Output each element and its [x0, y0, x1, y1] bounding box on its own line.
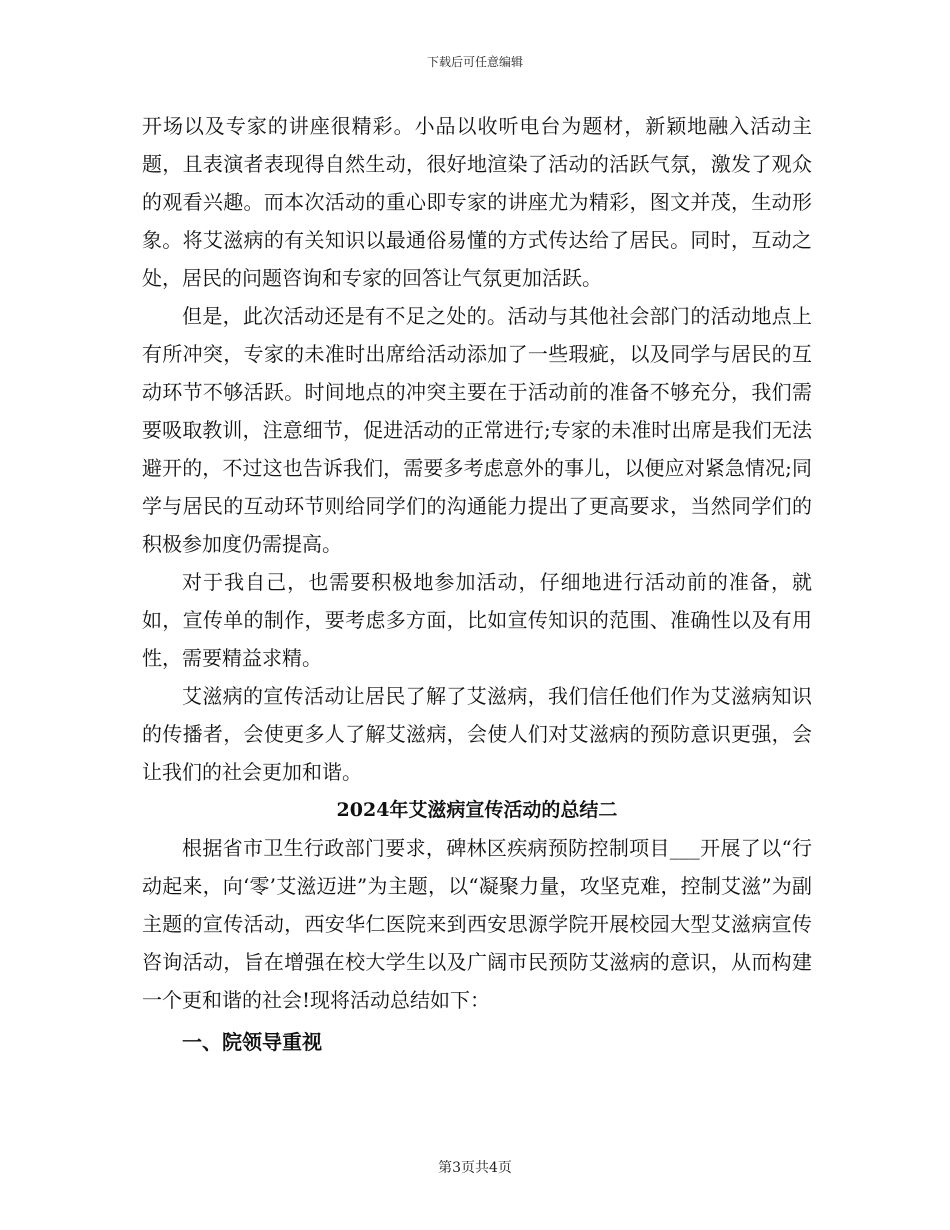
paragraph-2: 但是，此次活动还是有不足之处的。活动与其他社会部门的活动地点上有所冲突，专家的未准时出席给活动添加了一些瑕疵，以及同学与居民的互动环节不够活跃。时间地点的冲突主要在于活动前的准备不够充分，我们需要吸取教训，注意细节，促进活动的正常进行;专家的未准时出席是我们无法避开的，不过这也告诉我们，需要多考虑意外的事儿，以便应对紧急情况;同学与居民的互动环节则给同学们的沟通能力提出了更高要求，当然同学们的积极参加度仍需提高。: [142, 304, 812, 556]
subheading: 一、院领导重视: [182, 1030, 322, 1054]
paragraph-3: 对于我自己，也需要积极地参加活动，仔细地进行活动前的准备，就如，宣传单的制作，要考虑多方面，比如宣传知识的范围、准确性以及有用性，需要精益求精。: [142, 570, 812, 670]
section-paragraph: 根据省市卫生行政部门要求，碑林区疾病预防控制项目___开展了以“行动起来，向‘零’艾滋迈进”为主题，以“凝聚力量，攻坚克难，控制艾滋”为副主题的宣传活动，西安华仁医院来到西安思源学院开展校园大型艾滋病宣传咨询活动，旨在增强在校大学生以及广阔市民预防艾滋病的意识，从而构建一个更和谐的社会!现将活动总结如下：: [142, 836, 812, 1012]
page-header: 下载后可任意编辑: [426, 55, 523, 69]
paragraph-4: 艾滋病的宣传活动让居民了解了艾滋病，我们信任他们作为艾滋病知识的传播者，会使更多人了解艾滋病，会使人们对艾滋病的预防意识更强，会让我们的社会更加和谐。: [142, 684, 812, 784]
paragraph-1: 开场以及专家的讲座很精彩。小品以收听电台为题材，新颖地融入活动主题，且表演者表现得自然生动，很好地渲染了活动的活跃气氛，激发了观众的观看兴趣。而本次活动的重心即专家的讲座尤为精彩，图文并茂，生动形象。将艾滋病的有关知识以最通俗易懂的方式传达给了居民。同时，互动之处，居民的问题咨询和专家的回答让气氛更加活跃。: [142, 114, 812, 290]
section-title: 2024年艾滋病宣传活动的总结二: [336, 799, 618, 821]
page-footer: 第3页共4页: [438, 1160, 512, 1176]
document-body: [142, 107, 812, 1061]
